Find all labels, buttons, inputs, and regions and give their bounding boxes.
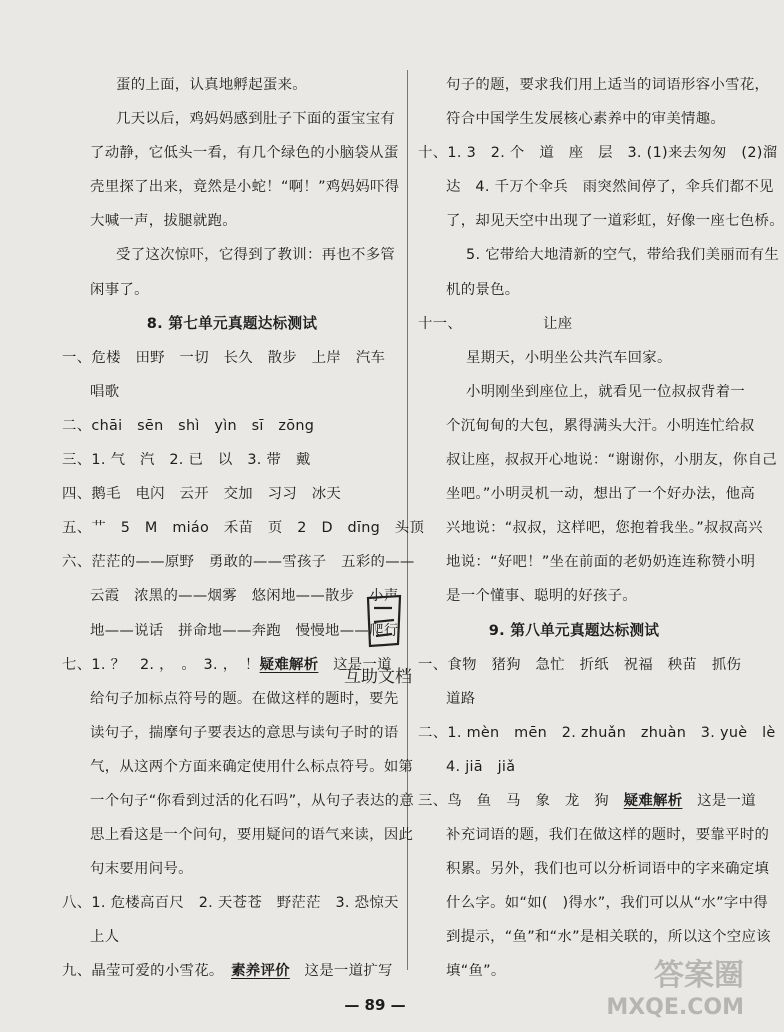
- line-text: 气，从这两个方面来确定使用什么标点符号。如第: [90, 758, 414, 775]
- line-text-rest: 这是一道: [318, 656, 392, 673]
- watermark-text: 互助文档: [344, 667, 412, 687]
- line-text: 8. 第七单元真题达标测试: [146, 314, 318, 332]
- right-column: [418, 68, 784, 989]
- line-text: 七、1. ？ 2. ， 。 3. ， ！: [62, 656, 260, 673]
- line-text: 什么字。如“如( )得水”，我们可以从“水”字中得: [446, 895, 768, 912]
- answer-line: [418, 682, 730, 716]
- answer-line: [62, 716, 402, 750]
- answer-line: [418, 477, 756, 511]
- answer-line: [418, 443, 777, 477]
- line-text: 5. 它带给大地清新的空气，带给我们美丽而有生: [466, 247, 780, 264]
- line-text: 到提示，“鱼”和“水”是相关联的，所以这个空应该: [446, 929, 771, 946]
- line-text: 八、1. 危楼高百尺 2. 天苍苍 野茫茫 3. 恐惊天: [62, 895, 399, 912]
- answer-line: [62, 170, 402, 204]
- answer-line: [418, 750, 730, 784]
- section-heading: [62, 307, 402, 341]
- line-text: 叔让座，叔叔开心地说：“谢谢你，小朋友，你自己: [446, 452, 777, 469]
- answer-line: [62, 852, 402, 886]
- answer-line: [418, 784, 756, 818]
- line-text: 9. 第八单元真题达标测试: [488, 621, 660, 639]
- analysis-tag: 素养评价: [231, 963, 290, 980]
- line-text: 上人: [90, 929, 120, 946]
- line-text: 一个句子“你看到过活的化石吗”，从句子表达的意: [90, 792, 415, 809]
- answer-line: [418, 886, 768, 920]
- line-text-rest: 这是一道扩写: [289, 963, 393, 980]
- line-text: 补充词语的题，我们在做这样的题时，要靠平时的: [446, 827, 770, 844]
- line-text: 几天以后，鸡妈妈感到肚子下面的蛋宝宝有: [116, 111, 396, 128]
- answer-line: [418, 579, 730, 613]
- answer-line: [418, 307, 730, 341]
- line-text: 九、晶莹可爱的小雪花。: [62, 963, 232, 980]
- line-text: 十一、 让座: [418, 315, 573, 332]
- line-text: 机的景色。: [446, 281, 520, 298]
- line-text: 思上看这是一个问句，要用疑问的语气来读，因此: [90, 827, 414, 844]
- line-text: 达 4. 千万个伞兵 雨突然间停了，伞兵们都不见: [446, 179, 774, 196]
- line-text: 了，却见天空中出现了一道彩虹，好像一座七色桥。: [446, 213, 784, 230]
- answer-line: [418, 136, 778, 170]
- line-text: 积累。另外，我们也可以分析词语中的字来确定填: [446, 861, 770, 878]
- answer-line: [418, 511, 763, 545]
- line-text: 壳里探了出来，竟然是小蛇！“啊！”鸡妈妈吓得: [90, 179, 400, 196]
- answer-line: [62, 954, 402, 988]
- line-text: 个沉甸甸的大包，累得满头大汗。小明连忙给叔: [446, 417, 755, 434]
- line-text: 二、chāi sēn shì yìn sī zōng: [62, 417, 315, 434]
- answer-line: [62, 273, 402, 307]
- corner-watermark-url: MXQE.COM: [606, 995, 744, 1020]
- answer-line: [62, 204, 402, 238]
- answer-line: [62, 511, 425, 545]
- answer-line: [418, 102, 730, 136]
- line-text: 兴地说：“叔叔，这样吧，您抱着我坐。”叔叔高兴: [446, 520, 763, 537]
- line-text: 蛋的上面，认真地孵起蛋来。: [116, 77, 307, 93]
- line-text: 坐吧。”小明灵机一动，想出了一个好办法，他高: [446, 486, 756, 503]
- line-text: 地说：“好吧！”坐在前面的老奶奶连连称赞小明: [446, 554, 756, 571]
- analysis-tag: 疑难解析: [623, 792, 683, 809]
- analysis-tag: 疑难解析: [259, 656, 319, 673]
- line-text: 道路: [446, 690, 476, 707]
- line-text: 一、食物 猪狗 急忙 折纸 祝福 秧苗 抓伤: [418, 656, 742, 673]
- answer-line: [418, 818, 770, 852]
- line-text: 唱歌: [90, 383, 120, 400]
- line-text: 地——说话 拼命地——奔跑 慢慢地——爬行: [90, 622, 399, 639]
- line-text: 填“鱼”。: [446, 963, 506, 980]
- answer-line: [62, 784, 415, 818]
- line-text: 符合中国学生发展核心素养中的审美情趣。: [446, 111, 726, 128]
- line-text: 句子的题，要求我们用上适当的词语形容小雪花，: [446, 77, 770, 93]
- answer-line: [418, 273, 730, 307]
- answer-line: [62, 477, 402, 511]
- answer-line: [62, 341, 402, 375]
- line-text: 六、茫茫的——原野 勇敢的——雪孩子 五彩的——: [62, 554, 415, 571]
- line-text: 二、1. mèn mēn 2. zhuǎn zhuàn 3. yuè lè: [418, 724, 776, 741]
- left-column: [62, 68, 425, 989]
- answer-line: [418, 375, 746, 409]
- answer-line: [62, 409, 402, 443]
- answer-line: [62, 750, 414, 784]
- answer-line: [62, 443, 402, 477]
- line-text: 句末要用问号。: [90, 861, 193, 878]
- line-text: 三、鸟 鱼 马 象 龙 狗: [418, 792, 624, 809]
- answer-line: [418, 852, 770, 886]
- line-text: 4. jiā jiǎ: [446, 758, 516, 775]
- answer-line: [62, 102, 402, 136]
- line-text: 闲事了。: [90, 281, 149, 298]
- line-text: 星期天，小明坐公共汽车回家。: [466, 349, 672, 366]
- line-text: 云霞 浓黑的——烟雾 悠闲地——散步 小声: [90, 588, 399, 605]
- line-text: 是一个懂事、聪明的好孩子。: [446, 588, 637, 605]
- answer-line: [418, 68, 770, 102]
- watermark-stamp: [330, 586, 450, 696]
- answer-line: [62, 68, 402, 102]
- line-text: 十、1. 3 2. 个 道 座 层 3. (1)来去匆匆 (2)溜: [418, 145, 778, 162]
- line-text: 读句子，揣摩句子要表达的意思与读句子时的语: [90, 724, 399, 741]
- answer-line: [418, 545, 756, 579]
- answer-line: [418, 409, 755, 443]
- line-text: 五、艹 5 M miáo 禾苗 页 2 D dīng 头顶: [62, 520, 425, 537]
- line-text: 一、危楼 田野 一切 长久 散步 上岸 汽车: [62, 349, 386, 366]
- answer-line: [62, 545, 415, 579]
- line-text: 三、1. 气 汽 2. 已 以 3. 带 戴: [62, 452, 311, 469]
- answer-line: [418, 341, 730, 375]
- answer-line: [62, 136, 402, 170]
- answer-line: [62, 238, 402, 272]
- answer-line: [418, 238, 780, 272]
- line-text: 受了这次惊吓，它得到了教训：再也不多管: [116, 247, 396, 264]
- line-text: 小明刚坐到座位上，就看见一位叔叔背着一: [466, 383, 746, 400]
- line-text: 大喊一声，拔腿就跑。: [90, 213, 237, 230]
- line-text-rest: 这是一道: [682, 792, 756, 809]
- line-text: 了动静，它低头一看，有几个绿色的小脑袋从蛋: [90, 145, 399, 162]
- corner-watermark: [600, 958, 750, 1032]
- answer-line: [418, 204, 784, 238]
- answer-line: [418, 648, 742, 682]
- answer-line: [62, 920, 402, 954]
- section-heading: [418, 614, 730, 648]
- answer-line: [418, 920, 771, 954]
- page-number: — 89 —: [344, 996, 406, 1014]
- answer-line: [62, 886, 402, 920]
- answer-line: [418, 170, 774, 204]
- answer-line: [62, 818, 414, 852]
- line-text: 给句子加标点符号的题。在做这样的题时，要先: [90, 690, 399, 707]
- line-text: 四、鹅毛 电闪 云开 交加 习习 冰天: [62, 486, 342, 503]
- answer-line: [418, 716, 776, 750]
- answer-line: [62, 375, 402, 409]
- corner-watermark-title: 答案圈: [654, 958, 744, 993]
